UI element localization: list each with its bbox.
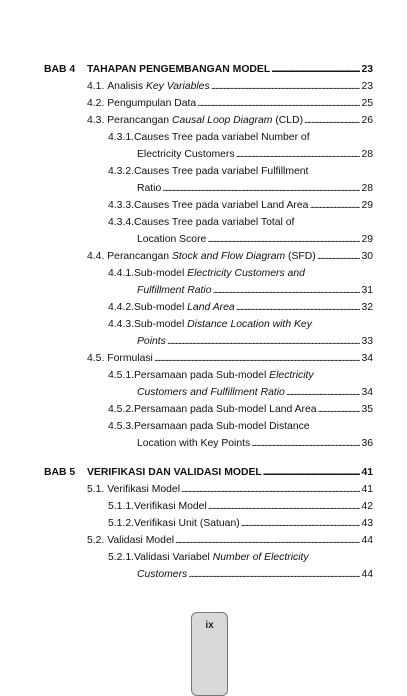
page-number: 44 — [361, 569, 373, 580]
page-number: 26 — [361, 115, 373, 126]
section-number: 5.2.1. — [108, 552, 134, 563]
section-title: Perancangan Stock and Flow Diagram (SFD) — [107, 251, 316, 262]
chapter-entry[interactable] — [87, 63, 373, 77]
page-number: 44 — [361, 535, 373, 546]
page-number-tab — [191, 612, 228, 696]
toc-entry-4-3-2-line1[interactable] — [108, 165, 373, 179]
section-title-cont: Fulfillment Ratio — [137, 285, 212, 296]
section-title: Persamaan pada Sub-model Land Area — [134, 404, 317, 415]
section-number: 4.4.1. — [108, 268, 134, 279]
toc-entry-4-2[interactable] — [87, 97, 373, 111]
toc-entry-4-5-1-line2[interactable] — [137, 386, 373, 400]
section-title-cont: Location with Key Points — [137, 438, 251, 449]
toc-entry-4-5-1-line1[interactable] — [108, 369, 373, 383]
toc-entry-4-3-4-line1[interactable] — [108, 216, 373, 230]
page-number: 23 — [361, 81, 373, 92]
page-number: 28 — [361, 183, 373, 194]
section-number: 4.5.3. — [108, 421, 134, 432]
section-title: Pengumpulan Data — [107, 98, 197, 109]
toc-entry-4-4-1-line1[interactable] — [108, 267, 373, 281]
chapter-title: TAHAPAN PENGEMBANGAN MODEL — [87, 64, 271, 75]
section-title: Persamaan pada Sub-model Distance — [134, 421, 310, 432]
section-title: Causes Tree pada variabel Total of — [134, 217, 295, 228]
page-number: 34 — [361, 387, 373, 398]
section-title-cont: Electricity Customers — [137, 149, 235, 160]
page-number-label: ix — [205, 620, 214, 631]
section-title: Sub-model Land Area — [134, 302, 235, 313]
section-title-cont: Ratio — [137, 183, 162, 194]
page-number: 42 — [361, 501, 373, 512]
toc-entry-4-5-3-line2[interactable] — [137, 437, 373, 451]
section-title: Verifikasi Unit (Satuan) — [134, 518, 240, 529]
section-title: Sub-model Distance Location with Key — [134, 319, 312, 330]
toc-entry-4-3[interactable] — [87, 114, 373, 128]
page-number: 33 — [361, 336, 373, 347]
page-number: 25 — [361, 98, 373, 109]
section-number: 4.5.1. — [108, 370, 134, 381]
toc-entry-5-2-1-line1[interactable] — [108, 551, 373, 565]
section-number: 4.3. — [87, 115, 105, 126]
section-number: 4.3.3. — [108, 200, 134, 211]
section-number: 4.4.3. — [108, 319, 134, 330]
section-number: 4.2. — [87, 98, 105, 109]
page-number: 36 — [361, 438, 373, 449]
page-number: 43 — [361, 518, 373, 529]
toc-entry-4-4[interactable] — [87, 250, 373, 264]
section-number: 4.1. — [87, 81, 105, 92]
section-title: Causes Tree pada variabel Fulfillment — [134, 166, 309, 177]
section-title: Formulasi — [107, 353, 153, 364]
toc-entry-4-3-1-line1[interactable] — [108, 131, 373, 145]
toc-entry-4-1[interactable] — [87, 80, 373, 94]
section-title: Causes Tree pada variabel Land Area — [134, 200, 309, 211]
page-number: 29 — [361, 200, 373, 211]
chapter-entry[interactable] — [87, 466, 373, 480]
section-number: 4.3.1. — [108, 132, 134, 143]
toc-entry-4-5[interactable] — [87, 352, 373, 366]
page-number: 30 — [361, 251, 373, 262]
page-number: 41 — [361, 484, 373, 495]
section-title: Sub-model Electricity Customers and — [134, 268, 305, 279]
section-title: Validasi Variabel Number of Electricity — [134, 552, 309, 563]
chapter-title: VERIFIKASI DAN VALIDASI MODEL — [87, 467, 262, 478]
toc-entry-4-4-1-line2[interactable] — [137, 284, 373, 298]
section-number: 5.1.1. — [108, 501, 134, 512]
page-number: 31 — [361, 285, 373, 296]
section-title: Analisis Key Variables — [107, 81, 210, 92]
section-number: 4.5. — [87, 353, 105, 364]
section-title: Validasi Model — [107, 535, 175, 546]
section-number: 5.1. — [87, 484, 105, 495]
toc-entry-4-4-3-line1[interactable] — [108, 318, 373, 332]
toc-entry-4-3-4-line2[interactable] — [137, 233, 373, 247]
section-title-cont: Customers — [137, 569, 188, 580]
toc-entry-4-5-3-line1[interactable] — [108, 420, 373, 434]
section-number: 5.2. — [87, 535, 105, 546]
section-title: Verifikasi Model — [134, 501, 207, 512]
section-number: 5.1.2. — [108, 518, 134, 529]
section-number: 4.4. — [87, 251, 105, 262]
toc-entry-4-4-3-line2[interactable] — [137, 335, 373, 349]
toc-entry-4-3-1-line2[interactable] — [137, 148, 373, 162]
section-title-cont: Customers and Fulfillment Ratio — [137, 387, 285, 398]
toc-entry-4-3-3[interactable] — [108, 199, 373, 213]
chapter-label: BAB 5 — [44, 467, 76, 478]
toc-entry-5-1-2[interactable] — [108, 517, 373, 531]
section-title: Perancangan Causal Loop Diagram (CLD) — [107, 115, 304, 126]
section-title: Verifikasi Model — [107, 484, 180, 495]
page-number: 41 — [361, 467, 373, 478]
toc-entry-4-5-2[interactable] — [108, 403, 373, 417]
page-number: 23 — [361, 64, 373, 75]
section-title: Causes Tree pada variabel Number of — [134, 132, 310, 143]
section-title-cont: Location Score — [137, 234, 207, 245]
section-title: Persamaan pada Sub-model Electricity — [134, 370, 314, 381]
section-number: 4.3.4. — [108, 217, 134, 228]
page-number: 35 — [361, 404, 373, 415]
page-number: 28 — [361, 149, 373, 160]
section-number: 4.3.2. — [108, 166, 134, 177]
section-title-cont: Points — [137, 336, 166, 347]
section-number: 4.4.2. — [108, 302, 134, 313]
page-number: 34 — [361, 353, 373, 364]
toc-entry-5-1-1[interactable] — [108, 500, 373, 514]
toc-entry-5-2-1-line2[interactable] — [137, 568, 373, 582]
toc-entry-5-1[interactable] — [87, 483, 373, 497]
toc-entry-4-4-2[interactable] — [108, 301, 373, 315]
toc-entry-4-3-2-line2[interactable] — [137, 182, 373, 196]
toc-entry-5-2[interactable] — [87, 534, 373, 548]
chapter-label: BAB 4 — [44, 64, 76, 75]
page-number: 29 — [361, 234, 373, 245]
page-number: 32 — [361, 302, 373, 313]
section-number: 4.5.2. — [108, 404, 134, 415]
